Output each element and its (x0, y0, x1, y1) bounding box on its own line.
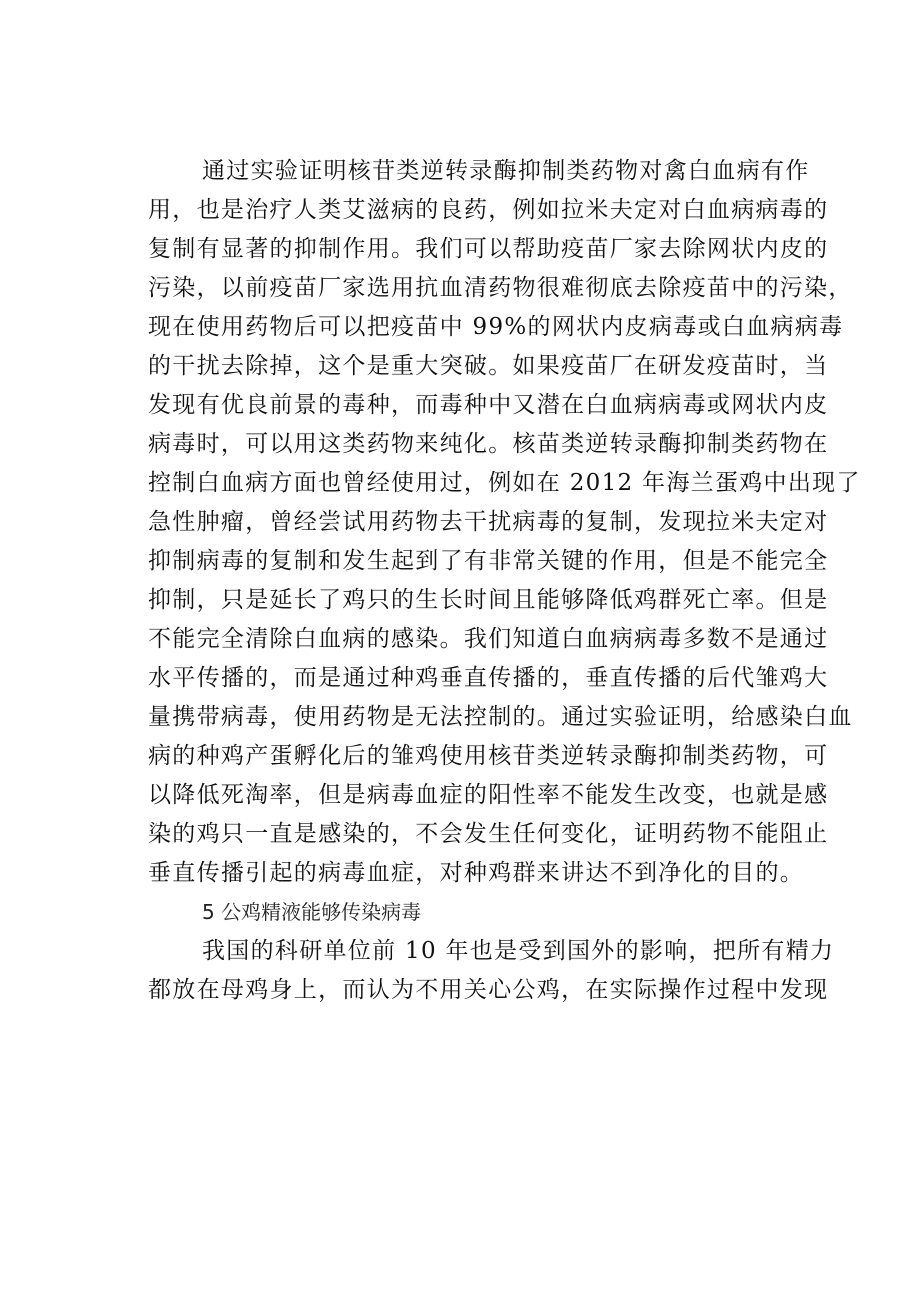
text-line: 以降低死淘率，但是病毒血症的阳性率不能发生改变，也就是感 (148, 782, 829, 808)
text-line: 发现有优良前景的毒种，而毒种中又潜在白血病病毒或网状内皮 (148, 392, 829, 418)
document-body (148, 152, 861, 1010)
section-heading: 5 公鸡精液能够传染病毒 (202, 900, 422, 924)
text-line: 病毒时，可以用这类药物来纯化。核苗类逆转录酶抑制类药物在 (148, 431, 829, 457)
text-line: 我国的科研单位前 10 年也是受到国外的影响，把所有精力 (202, 938, 835, 964)
paragraph-rooster-semen (148, 932, 835, 1010)
text-line: 污染，以前疫苗厂家选用抗血清药物很难彻底去除疫苗中的污染， (148, 275, 853, 301)
text-line: 抑制，只是延长了鸡只的生长时间且能够降低鸡群死亡率。但是 (148, 587, 829, 613)
text-line: 现在使用药物后可以把疫苗中 99%的网状内皮病毒或白血病病毒 (148, 314, 844, 340)
text-line: 用，也是治疗人类艾滋病的良药，例如拉米夫定对白血病病毒的 (148, 197, 829, 223)
text-line: 不能完全清除白血病的感染。我们知道白血病病毒多数不是通过 (148, 626, 829, 652)
text-line: 染的鸡只一直是感染的，不会发生任何变化，证明药物不能阻止 (148, 821, 829, 847)
text-line: 垂直传播引起的病毒血症，对种鸡群来讲达不到净化的目的。 (148, 860, 805, 886)
text-line: 水平传播的，而是通过种鸡垂直传播的，垂直传播的后代雏鸡大 (148, 665, 829, 691)
text-line: 的干扰去除掉，这个是重大突破。如果疫苗厂在研发疫苗时，当 (148, 353, 829, 379)
text-line: 抑制病毒的复制和发生起到了有非常关键的作用，但是不能完全 (148, 548, 829, 574)
text-line: 都放在母鸡身上，而认为不用关心公鸡，在实际操作过程中发现 (148, 977, 829, 1003)
text-line: 通过实验证明核苷类逆转录酶抑制类药物对禽白血病有作 (202, 158, 810, 184)
text-line: 控制白血病方面也曾经使用过，例如在 2012 年海兰蛋鸡中出现了 (148, 470, 861, 496)
text-line: 病的种鸡产蛋孵化后的雏鸡使用核苷类逆转录酶抑制类药物，可 (148, 743, 829, 769)
paragraph-antiviral-drugs (148, 152, 861, 893)
text-line: 急性肿瘤，曾经尝试用药物去干扰病毒的复制，发现拉米夫定对 (148, 509, 829, 535)
text-line: 复制有显著的抑制作用。我们可以帮助疫苗厂家去除网状内皮的 (148, 236, 829, 262)
text-line: 量携带病毒，使用药物是无法控制的。通过实验证明，给感染白血 (148, 704, 853, 730)
